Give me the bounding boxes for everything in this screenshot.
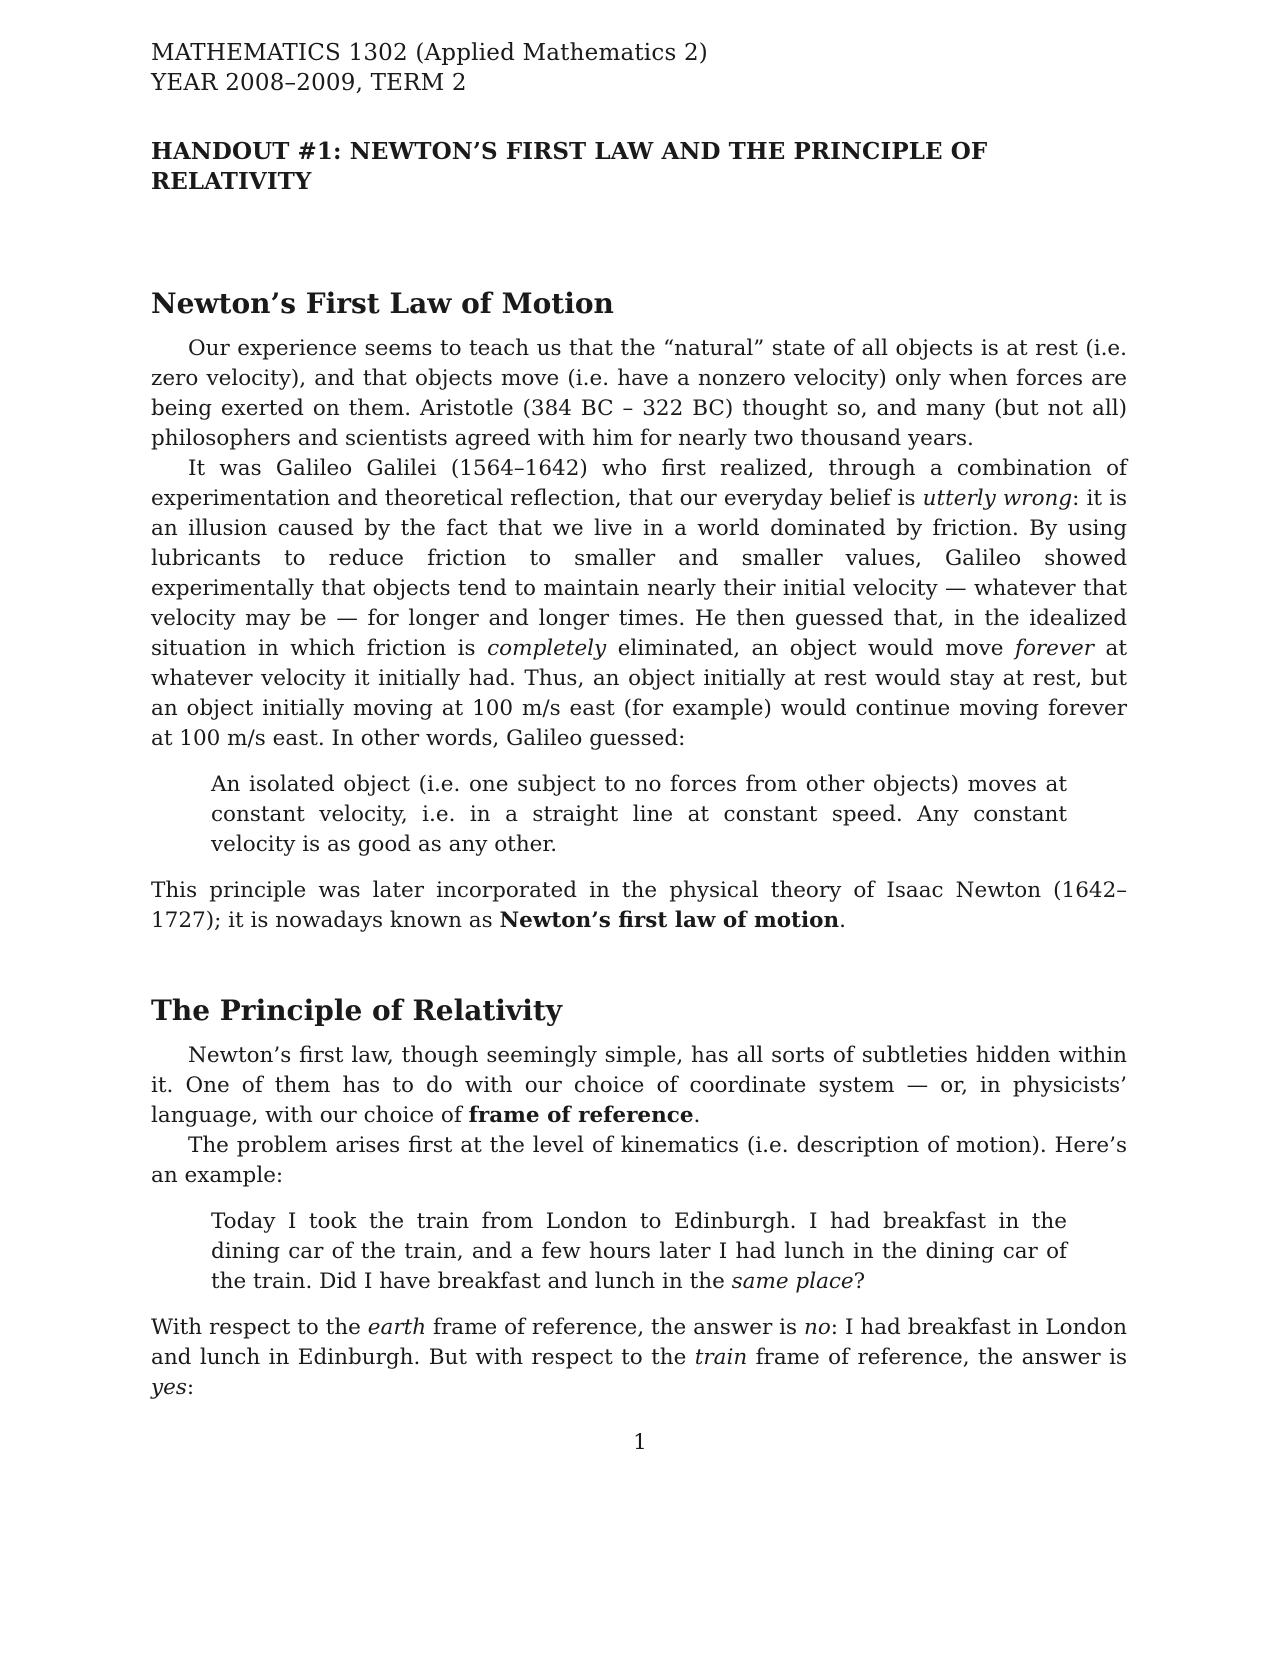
section-heading-newtons-first-law: Newton’s First Law of Motion [151, 287, 614, 320]
paragraph-natural-state: Our experience seems to teach us that the “natural” state of all objects is at rest (i.e. zero velocity), and that objects move (i.e. have a nonzero velocity) only when forces are being exerted on them. Aristotle (384 BC – 322 BC) thought so, and many (but not all) philosophers and scientists agreed with him for nearly two thousand years. [151, 336, 1127, 451]
text-run: . [693, 1103, 701, 1128]
text-run: This principle was later incorporated in the physical theory of Isaac Newton (1642–1727); it is nowadays known as [151, 878, 1127, 933]
emphasis-text: no [804, 1315, 831, 1340]
text-run: : I had breakfast in London and lunch in Edinburgh. But with respect to the [151, 1315, 1127, 1370]
emphasis-text: same place [731, 1269, 854, 1294]
emphasis-text: earth [367, 1315, 427, 1340]
course-title: MATHEMATICS 1302 (Applied Mathematics 2) [151, 40, 708, 66]
text-run: . [839, 908, 846, 933]
section-heading-principle-of-relativity: The Principle of Relativity [151, 994, 563, 1027]
handout-title: HANDOUT #1: NEWTON’S FIRST LAW AND THE PRINCIPLE OF RELATIVITY [151, 138, 988, 195]
text-run: : it is an illusion caused by the fact that we live in a world dominated by friction. By using lubricants to reduce friction to smaller and smaller values, Galileo showed experimentally that objects tend to maintain nearly their initial velocity — whatever that velocity may be — for longer and longer times. He then guessed that, in the idealized situation in which friction is [151, 486, 1127, 661]
bold-term: Newton’s first law of motion [499, 908, 840, 933]
quote-isolated-object: An isolated object (i.e. one subject to no forces from other objects) moves at constant velocity, i.e. in a straight line at constant speed. Any constant velocity is as good as any other. [211, 772, 1067, 857]
emphasis-text: completely [487, 636, 607, 661]
document-page [151, 38, 1127, 1403]
text-run: Newton’s first law, though seemingly simple, has all sorts of subtleties hidden within it. One of them has to do with our choice of coordinate system — or, in physicists’ language, with our choice of [151, 1043, 1127, 1128]
text-run: With respect to the [151, 1315, 368, 1340]
text-run: frame of reference, the answer is [747, 1345, 1127, 1370]
paragraph-frames-answer [151, 1313, 1127, 1403]
text-run: It was Galileo Galilei (1564–1642) who first realized, through a combination of experimentation and theoretical reflection, that our everyday belief is [151, 456, 1127, 511]
text-run: frame of reference, the answer is [426, 1315, 804, 1340]
page-number: 1 [633, 1430, 647, 1455]
paragraph-newton-incorporation [151, 876, 1127, 936]
quote-train-example [211, 1207, 1067, 1297]
paragraph-galileo [151, 454, 1127, 754]
text-run: ? [853, 1269, 866, 1294]
emphasis-text: utterly wrong [922, 486, 1073, 511]
emphasis-text: yes [151, 1375, 187, 1400]
text-run: : [186, 1375, 195, 1400]
paragraph-kinematics: The problem arises first at the level of kinematics (i.e. description of motion). Here’s an example: [151, 1133, 1127, 1188]
text-run: Today I took the train from London to Edinburgh. I had breakfast in the dining car of the train, and a few hours later I had lunch in the dining car of the train. Did I have breakfast and lunch in the [211, 1209, 1067, 1294]
emphasis-text: forever [1014, 636, 1095, 661]
course-header [151, 38, 1127, 98]
emphasis-text: train [694, 1345, 748, 1370]
text-run: eliminated, an object would move [606, 636, 1015, 661]
paragraph-subtleties [151, 1041, 1127, 1131]
text-run: at whatever velocity it initially had. Thus, an object initially at rest would stay at rest, but an object initially moving at 100 m/s east (for example) would continue moving forever at 100 m/s east. In other words, Galileo guessed: [151, 636, 1127, 751]
bold-term: frame of reference [468, 1103, 694, 1128]
course-term: YEAR 2008–2009, TERM 2 [151, 70, 467, 96]
